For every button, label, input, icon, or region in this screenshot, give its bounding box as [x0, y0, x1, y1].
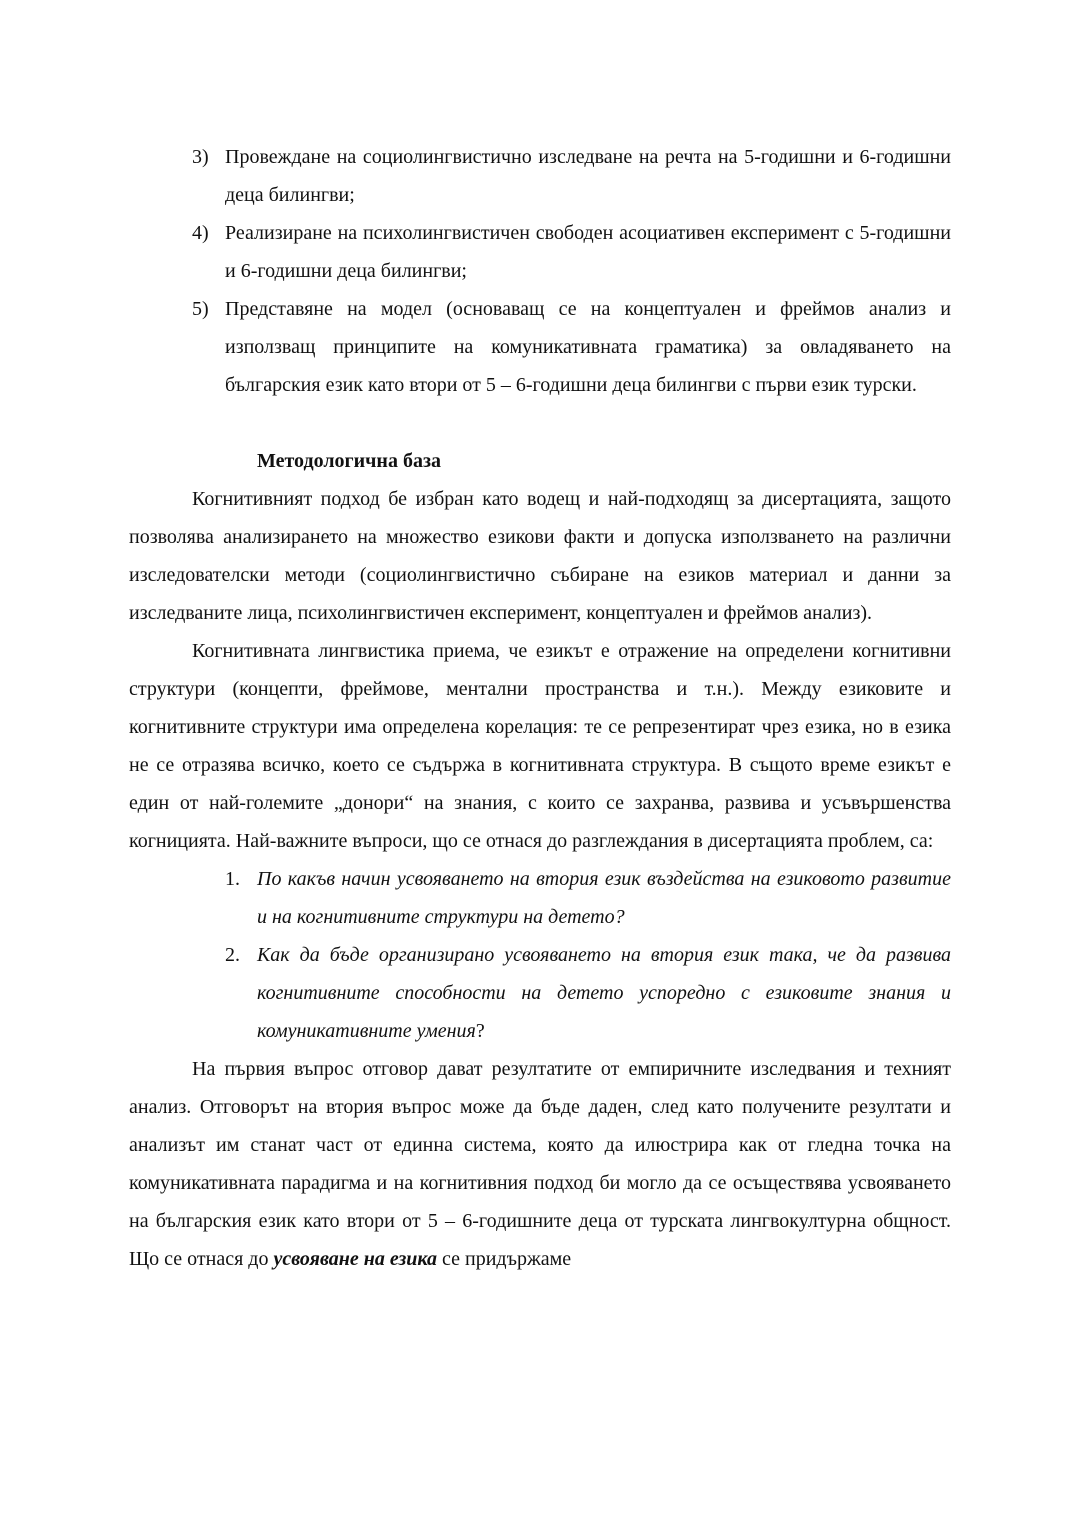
paragraph-cognitive-approach: Когнитивният подход бе избран като водещ и най-подходящ за дисертацията, защото позволява анализирането на множество езикови факти и допуска използването на различни изследователски методи (социолингвистично събиране на езиков материал и данни за изследваните лица, психолингвистичен експеримент, концептуален и фреймов анализ). — [129, 488, 951, 624]
list-item — [225, 860, 951, 936]
paragraph-answers — [129, 1050, 951, 1278]
paragraph-cognitive-linguistics: Когнитивната лингвистика приема, че езикът е отражение на определени когнитивни структури (концепти, фреймове, ментални пространства и т.н.). Между езиковите и когнитивните структури има определена корелация: те се репрезентират чрез езика, но в езика не се отразява всичко, което се съдържа в когнитивната структура. В същото време езикът е един от най-големите „донори“ на знания, с които се захранва, развива и усъвършенства когницията. Най-важните въпроси, що се отнася до разглеждания в дисертацията проблем, са: — [129, 640, 951, 852]
question-tail: ? — [475, 1020, 485, 1042]
list-item-number: 3) — [192, 146, 209, 168]
question-number: 2. — [225, 944, 240, 966]
emphasis-text: усвояване на езика — [273, 1248, 438, 1270]
list-item — [225, 936, 951, 1050]
page-content — [129, 138, 951, 1278]
question-text: По какъв начин усвояването на втория език въздейства на езиковото развитие и на когнитивните структури на детето? — [257, 868, 951, 928]
list-item-text: Представяне на модел (основаващ се на концептуален и фреймов анализ и използващ принципите на комуникативната граматика) за овладяването на българския език като втори от 5 – 6-годишни деца билингви с първи език турски. — [225, 298, 951, 396]
list-item-text: Реализиране на психолингвистичен свободен асоциативен експеримент с 5-годишни и 6-годишни деца билингви; — [225, 222, 951, 282]
objectives-list — [129, 138, 951, 404]
section-heading: Методологична база — [257, 450, 441, 472]
list-item-number: 5) — [192, 298, 209, 320]
question-text: Как да бъде организирано усвояването на втория език така, че да развива когнитивните способности на детето успоредно с езиковите знания и комуникативните умения — [257, 944, 951, 1042]
list-item-text: Провеждане на социолингвистично изследване на речта на 5-годишни и 6-годишни деца билингви; — [225, 146, 951, 206]
research-questions-list — [129, 860, 951, 1050]
paragraph-text: На първия въпрос отговор дават резултатите от емпиричните изследвания и техният анализ. Отговорът на втория въпрос може да бъде даден, след като получените резултати и анализът им станат част от единна система, която да илюстрира как от гледна точка на комуникативната парадигма и на когнитивния подход би могло да се осъществява усвояването на българския език като втори от 5 – 6-годишните деца от турската лингвокултурна общност. Що се отнася до — [129, 1058, 951, 1270]
list-item-number: 4) — [192, 222, 209, 244]
question-number: 1. — [225, 868, 240, 890]
list-item — [192, 290, 951, 404]
paragraph-text-end: се придържаме — [437, 1248, 572, 1270]
list-item — [192, 138, 951, 214]
list-item — [192, 214, 951, 290]
